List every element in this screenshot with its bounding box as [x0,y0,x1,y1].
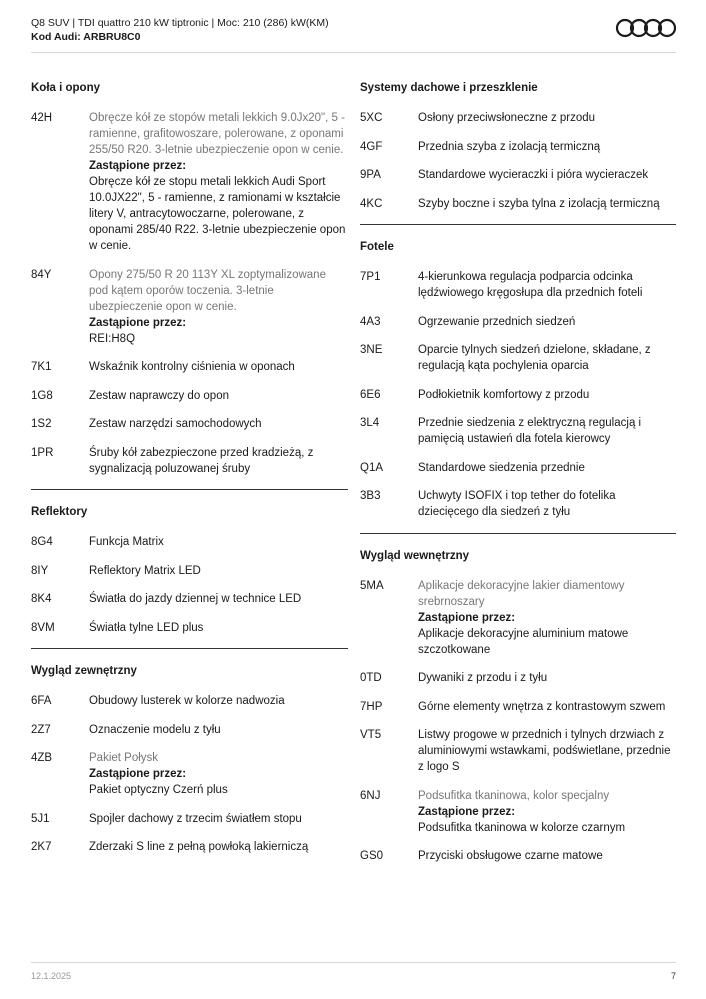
spec-item [31,267,348,347]
option-code: 8G4 [31,536,53,548]
option-description: Zestaw naprawczy do opon [89,389,229,402]
spec-section [31,663,348,855]
option-description-block [418,460,676,476]
option-code: 4KC [360,197,383,210]
option-code: 4A3 [360,315,381,328]
option-description: Zderzaki S line z pełną powłoką lakierniczą [89,841,309,853]
section-title: Fotele [360,241,394,253]
option-description: Światła do jazdy dziennej w technice LED [89,593,302,605]
option-code: 4ZB [31,752,53,764]
spec-item [31,839,348,855]
option-code: 6FA [31,695,52,707]
spec-section [31,504,348,649]
option-code: 1PR [31,446,54,459]
option-description-block [418,110,676,126]
spec-item [31,388,348,404]
option-description: Podłokietnik komfortowy z przodu [418,388,590,401]
option-description: Obręcze kół ze stopów metali lekkich 9.0Jx20", 5 - ramienne, grafitowoszare, polerowane, z oponami 255/50 R20. 3-letnie ubezpieczenie opon w cenie. [89,112,345,156]
replaced-by-label: Zastąpione przez: [89,160,187,172]
audi-rings-logo [615,18,677,38]
spec-item [360,314,676,330]
replaced-by-label: Zastąpione przez: [418,805,516,818]
option-description-block [89,620,348,636]
section-title: Reflektory [31,506,88,518]
option-code: 7P1 [360,271,381,283]
option-code: GS0 [360,850,384,862]
spec-section [31,80,348,490]
option-description-block [89,811,348,827]
option-description-block [418,488,676,520]
option-code: 3B3 [360,490,381,502]
spec-item [31,563,348,579]
option-description-block [89,445,348,477]
section-title: Koła i opony [31,82,100,94]
section-title: Wygląd wewnętrzny [360,549,470,562]
replacement-description: REI:H8Q [89,332,136,345]
spec-item [31,750,348,798]
section-divider [360,533,676,534]
replacement-description: Podsufitka tkaninowa w kolorze czarnym [418,821,626,834]
option-code: 9PA [360,169,381,181]
option-description: Oparcie tylnych siedzeń dzielone, składane, z regulacją kąta pochylenia oparcia [418,344,651,372]
spec-item [360,488,676,520]
option-description-block [418,342,676,374]
option-code: 3NE [360,344,383,356]
option-code: 6NJ [360,789,381,802]
option-description-block [418,670,676,686]
spec-item [360,848,676,864]
option-description: Zestaw narzędzi samochodowych [89,418,262,430]
option-description-block [418,314,676,330]
option-code: 42H [31,112,53,124]
replacement-description: Aplikacje dekoracyjne aluminium matowe szczotkowane [418,627,629,656]
option-description: 4-kierunkowa regulacja podparcia odcinka lędźwiowego kręgosłupa dla przednich foteli [418,271,643,299]
spec-item [360,670,676,686]
option-code: 8K4 [31,593,52,605]
spec-section [360,239,676,534]
spec-item [31,620,348,636]
option-description-block [418,848,676,864]
page-header [31,16,681,44]
spec-item [360,578,676,658]
footer-date: 12.1.2025 [31,971,72,981]
spec-item [360,387,676,403]
spec-item [31,359,348,375]
option-description: Listwy progowe w przednich i tylnych drzwiach z aluminiowymi wstawkami, podświetlane, przednie z logo S [418,729,671,773]
option-description: Śruby kół zabezpieczone przed kradzieżą, z sygnalizacją poluzowanej śruby [89,446,314,475]
option-description: Przednia szyba z izolacją termiczną [418,140,601,153]
option-code: Q1A [360,461,384,474]
option-description-block [418,139,676,155]
left-column [31,66,348,868]
option-description-block [418,196,676,212]
spec-section [360,80,676,225]
option-description-block [418,578,676,658]
spec-item [31,534,348,550]
replaced-by-label: Zastąpione przez: [418,611,516,624]
replacement-description: Obręcze kół ze stopu metali lekkich Audi Sport 10.0JX22", 5 - ramienne, z ramionami w kształcie litery V, antracytowoczarne, polerowane, z oponami 285/40 R22. 3-letnie ubezpieczenie opon w cenie. [89,176,346,252]
spec-item [31,445,348,477]
spec-item [31,722,348,738]
page-number: 7 [670,971,676,981]
option-description: Aplikacje dekoracyjne lakier diamentowy srebrnoszary [418,579,625,608]
header-divider [31,52,676,53]
right-column [360,66,676,877]
option-description-block [89,722,348,738]
option-code: 1G8 [31,389,53,402]
option-description: Podsufitka tkaninowa, kolor specjalny [418,789,610,802]
spec-item [31,110,348,254]
option-description-block [418,699,676,715]
spec-item [31,811,348,827]
section-title: Systemy dachowe i przeszklenie [360,82,538,94]
option-description-block [89,839,348,855]
replaced-by-label: Zastąpione przez: [89,316,187,329]
option-description: Przednie siedzenia z elektryczną regulacją i pamięcią ustawień dla fotela kierowcy [418,417,642,445]
option-description: Górne elementy wnętrza z kontrastowym szwem [418,700,666,713]
vehicle-title: Q8 SUV | TDI quattro 210 kW tiptronic | Moc: 210 (286) kW(KM) [31,17,329,29]
option-code: 7HP [360,700,383,713]
option-description: Standardowe wycieraczki i pióra wycieraczek [418,169,649,181]
option-description: Funkcja Matrix [89,536,164,548]
audi-code: Kod Audi: ARBRU8C0 [31,31,141,43]
spec-item [31,591,348,607]
spec-section [360,548,676,865]
option-code: 5XC [360,112,383,124]
option-code: 6E6 [360,388,381,401]
option-description-block [418,727,676,775]
footer-divider [31,962,676,963]
option-description-block [418,415,676,447]
option-description-block [418,167,676,183]
spec-item [360,139,676,155]
spec-item [360,699,676,715]
option-description: Wskaźnik kontrolny ciśnienia w oponach [89,361,295,373]
spec-item [31,693,348,709]
option-description: Oznaczenie modelu z tyłu [89,723,221,736]
option-description-block [418,269,676,301]
option-description: Ogrzewanie przednich siedzeń [418,315,576,328]
spec-item [360,269,676,301]
option-code: 5MA [360,579,384,592]
option-description: Spojler dachowy z trzecim światłem stopu [89,812,302,825]
option-code: 2K7 [31,841,52,853]
page-footer [31,962,676,981]
spec-item [360,788,676,836]
section-divider [31,489,348,490]
option-description-block [89,563,348,579]
option-description: Osłony przeciwsłoneczne z przodu [418,112,596,124]
option-description-block [89,534,348,550]
spec-item [360,110,676,126]
replacement-description: Pakiet optyczny Czerń plus [89,784,228,796]
option-description-block [89,359,348,375]
option-code: 8IY [31,564,49,577]
option-code: 7K1 [31,361,52,373]
replaced-by-label: Zastąpione przez: [89,768,187,780]
option-description-block [89,267,348,347]
option-code: 4GF [360,140,383,153]
option-description-block [89,388,348,404]
option-description-block [89,693,348,709]
spec-item [360,727,676,775]
option-code: 8VM [31,621,55,634]
spec-item [360,415,676,447]
section-title: Wygląd zewnętrzny [31,665,137,677]
option-code: 0TD [360,672,382,684]
option-description-block [89,750,348,798]
spec-item [360,196,676,212]
option-description: Opony 275/50 R 20 113Y XL zoptymalizowane pod kątem oporów toczenia. 3-letnie ubezpieczenie opon w cenie. [89,268,326,313]
option-description: Szyby boczne i szyba tylna z izolacją termiczną [418,197,660,210]
option-description: Obudowy lusterek w kolorze nadwozia [89,695,285,707]
option-code: 5J1 [31,812,50,825]
option-code: 1S2 [31,418,52,430]
option-description: Przyciski obsługowe czarne matowe [418,850,603,862]
spec-item [31,416,348,432]
spec-item [360,460,676,476]
option-code: 3L4 [360,417,380,429]
option-description: Uchwyty ISOFIX i top tether do fotelika dziecięcego dla siedzeń z tyłu [418,490,616,518]
section-divider [360,224,676,225]
option-description: Pakiet Połysk [89,752,159,764]
option-description: Standardowe siedzenia przednie [418,461,585,474]
option-description-block [418,788,676,836]
option-description: Reflektory Matrix LED [89,564,201,577]
option-description: Dywaniki z przodu i z tyłu [418,672,548,684]
option-code: 84Y [31,268,52,281]
option-description-block [89,591,348,607]
option-code: 2Z7 [31,723,51,736]
option-description-block [418,387,676,403]
section-divider [31,648,348,649]
spec-item [360,167,676,183]
option-description-block [89,416,348,432]
option-description: Światła tylne LED plus [89,621,204,634]
option-code: VT5 [360,729,382,741]
option-description-block [89,110,348,254]
spec-item [360,342,676,374]
